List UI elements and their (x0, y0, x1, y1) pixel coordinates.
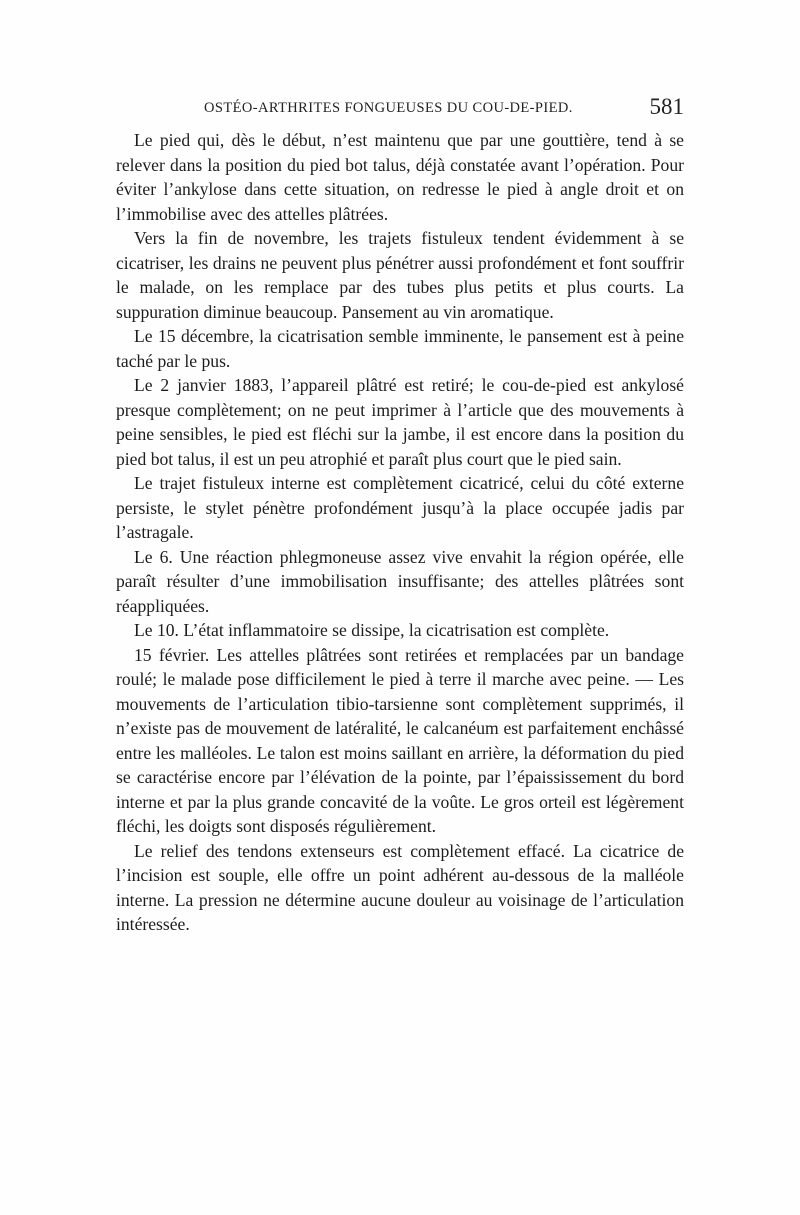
paragraph: Le 15 décembre, la cicatrisation semble imminente, le pansement est à peine taché par le pus. (116, 326, 684, 371)
paragraph: 15 février. Les attelles plâtrées sont retirées et remplacées par un bandage roulé; le malade pose difficilement le pied à terre il marche avec peine. — Les mouvements de l’articulation tibio-tarsienne sont complètement supprimés, il n’existe pas de mouvement de latéralité, le calcanéum est parfaitement enchâssé entre les malléoles. Le talon est moins saillant en arrière, la déformation du pied se caractérise encore par l’élévation de la pointe, par l’épaississement du bord interne et par la plus grande concavité de la voûte. Le gros orteil est légèrement fléchi, les doigts sont disposés régulièrement. (116, 644, 684, 836)
paragraph: Le 6. Une réaction phlegmoneuse assez vive envahit la région opérée, elle paraît résulter d’une immobilisation insuffisante; des attelles plâtrées sont réappliquées. (116, 546, 684, 616)
paragraph: Le 10. L’état inflammatoire se dissipe, la cicatrisation est complète. (134, 620, 610, 640)
paragraph: Le trajet fistuleux interne est complètement cicatricé, celui du côté externe persiste, le stylet pénètre profondément jusqu’à la place occupée jadis par l’astragale. (116, 473, 684, 542)
running-header (116, 94, 684, 128)
page-number: 581 (649, 94, 684, 119)
paragraph: Le 2 janvier 1883, l’appareil plâtré est retiré; le cou-de-pied est ankylosé presque complètement; on ne peut imprimer à l’article que des mouvements à peine sensibles, le pied est fléchi sur la jambe, il est encore dans la position du pied bot talus, il est un peu atrophié et paraît plus court que le pied sain. (116, 375, 684, 469)
running-title: OSTÉO-ARTHRITES FONGUEUSES DU COU-DE-PIED. (204, 100, 573, 116)
body-text (116, 128, 684, 937)
paragraph: Le relief des tendons extenseurs est complètement effacé. La cicatrice de l’incision est souple, elle offre un point adhérent au-dessous de la malléole interne. La pression ne détermine aucune douleur au voisinage de l’articulation intéressée. (116, 840, 684, 934)
paragraph: Le pied qui, dès le début, n’est maintenu que par une gouttière, tend à se relever dans la position du pied bot talus, déjà constatée avant l’opération. Pour éviter l’ankylose dans cette situation, on redresse le pied à angle droit et on l’immobilise avec des attelles plâtrées. (116, 130, 684, 224)
paragraph: Vers la fin de novembre, les trajets fistuleux tendent évidemment à se cicatriser, les drains ne peuvent plus pénétrer aussi profondément et font souffrir le malade, on les remplace par des tubes plus petits et plus courts. La suppuration diminue beaucoup. Pansement au vin aromatique. (116, 228, 684, 322)
